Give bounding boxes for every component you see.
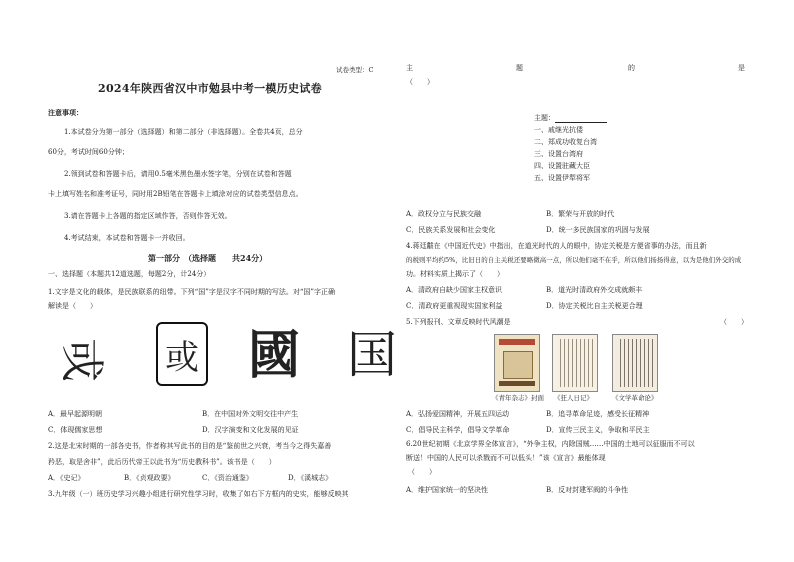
q2-option-b: B．《贞观政要》: [124, 474, 175, 482]
q5-stem: 5.下列报刊、文章反映时代风潮是: [406, 318, 511, 326]
q3-stem: 3.九年级（一）班历史学习兴趣小组进行研究性学习时，收集了如右下方框内的史实，能够反映其: [48, 490, 349, 498]
q1-option-a: A．最早起源明朝: [48, 410, 103, 418]
q4-stem-3: 功。材料实质上揭示了（ ）: [406, 270, 504, 278]
q3-cont-word: 题: [516, 64, 523, 72]
page-title: 2024年陕西省汉中市勉县中考一模历史试卷: [98, 82, 322, 95]
glyph-traditional: 國: [247, 325, 300, 386]
image-caption: 《青年杂志》封面: [492, 394, 544, 402]
q5-option-d: D．宣传三民主义，争取和平民主: [546, 426, 650, 434]
q5-option-b: B．追寻革命足迹，感受长征精神: [546, 410, 650, 418]
q1-stem-2: 解读是（ ）: [48, 302, 97, 310]
theme-item: 五、设置伊犁将军: [534, 174, 590, 182]
q6-option-a: A．维护国家统一的坚决性: [406, 486, 489, 494]
q6-stem: 6.20世纪初期《北京学界全体宣言》，“外争主权，内除国贼……中国的土地可以征服而不可以: [406, 440, 695, 448]
q1-option-b: B．在中国对外文明交往中产生: [202, 410, 299, 418]
paper-type: 试卷类型：C: [336, 66, 374, 74]
q5-paren: （ ）: [720, 318, 748, 326]
part1-instructions: 一、选择题（本题共12道选题，每题2分，计24分）: [48, 270, 211, 278]
theme-item: 二、郑成功收复台湾: [534, 138, 597, 146]
q1-stem: 1.文字是文化的载体，是民族联系的纽带。下列“国”字是汉字不同时期的写法。对“国”字正确: [48, 288, 335, 296]
notes-item: 1.本试卷分为第一部分（选择题）和第二部分（非选择题）。全卷共4页，总分: [64, 128, 303, 136]
q3-option-a: A．政权分立与民族交融: [406, 210, 482, 218]
q4-stem: 4.蒋廷黻在《中国近代史》中指出，在道光时代的人的眼中，协定关税是方便省事的办法，而且新: [406, 242, 707, 250]
q3-option-c: C．民族关系发展和社会变化: [406, 226, 496, 234]
theme-item: 三、设置台湾府: [534, 150, 583, 158]
theme-item: 一、戚继光抗倭: [534, 126, 583, 134]
q3-cont-word: 是: [738, 64, 745, 72]
q2-stem: 2.这是北宋时期的一部各史书，作者称其写此书的目的是“鉴前世之兴衰，考当今之得失嘉善: [48, 442, 332, 450]
q5-option-a: A．弘扬爱国精神，开展五四运动: [406, 410, 510, 418]
theme-label: 主题：: [534, 114, 607, 123]
article-page-image: [612, 334, 658, 392]
q6-stem-2: 断送！中国的人民可以杀戮而不可以低头！”该《宣言》最能体现: [406, 454, 606, 462]
q1-option-d: D．汉字演变和文化发展的见证: [202, 426, 299, 434]
q4-option-c: C．清政府更重视现实国家利益: [406, 302, 503, 310]
theme-item: 四、设置驻藏大臣: [534, 162, 590, 170]
q3-option-d: D．统一多民族国家的巩固与发展: [546, 226, 650, 234]
notes-item: 60分，考试时间60分钟；: [48, 148, 129, 156]
q2-option-d: D．《溪城志》: [288, 474, 333, 482]
image-caption: 《狂人日记》: [554, 394, 593, 402]
image-caption: 《文学革命论》: [612, 394, 658, 402]
q6-option-b: B．反对封建军阀的斗争性: [546, 486, 629, 494]
q2-stem-2: 矜恶，取是舍非”，此后历代帝王以此书为“历史教科书”。该书是（ ）: [48, 458, 276, 466]
notes-item: 2.领到试卷和答题卡后，请用0.5毫米黑色墨水签字笔，分别在试卷和答题: [64, 170, 292, 178]
notes-item: 卡上填写姓名和准考证号，同时用2B铅笔在答题卡上填涂对应的试卷类型信息点。: [48, 190, 303, 198]
notes-item: 4.考试结束，本试卷和答题卡一并收回。: [64, 234, 190, 242]
part1-title: 第一部分 （选择题 共24分）: [148, 253, 268, 263]
q3-cont-word: 主: [406, 64, 413, 72]
q3-paren: （ ）: [406, 78, 434, 86]
q6-paren: （ ）: [408, 468, 436, 476]
notes-item: 3.请在答题卡上各题的指定区域作答，否则作答无效。: [64, 212, 232, 220]
glyph-oracle: 戓: [56, 338, 107, 382]
q4-stem-2: 的税则平均约5%，比旧日的自主关税还要略微高一点，所以他们毫不在乎，所以他们扬扬得意，以为是他们外交的成: [406, 256, 742, 264]
glyph-simplified: 国: [347, 326, 397, 384]
diary-page-image: [552, 334, 598, 392]
q4-option-b: B．道光时清政府外交成就颇丰: [546, 286, 643, 294]
q2-option-c: C．《资治通鉴》: [202, 474, 253, 482]
q2-option-a: A．《史记》: [48, 474, 85, 482]
q5-option-c: C．倡导民主科学，倡导文学革命: [406, 426, 510, 434]
q4-option-a: A．清政府自缺少国家主权意识: [406, 286, 503, 294]
q4-option-d: D．协定关税比自主关税更合理: [546, 302, 643, 310]
notes-heading: 注意事项：: [48, 108, 83, 117]
q3-cont-word: 的: [628, 64, 635, 72]
q3-option-b: B．繁荣与开放的时代: [546, 210, 615, 218]
glyph-seal: 或: [156, 322, 208, 386]
magazine-cover-image: [494, 334, 540, 392]
q1-option-c: C．体现儒家思想: [48, 426, 103, 434]
